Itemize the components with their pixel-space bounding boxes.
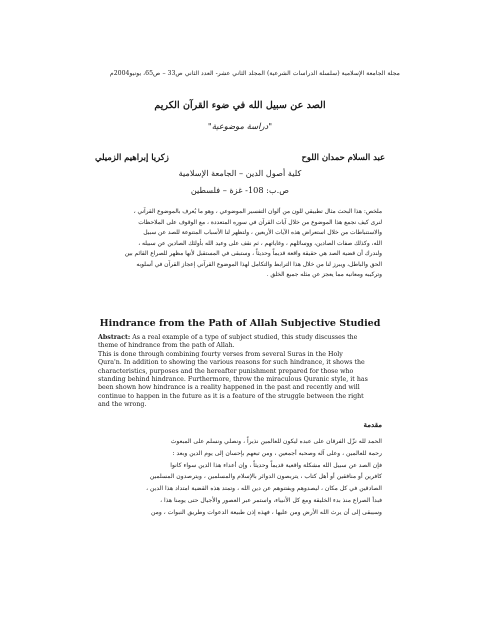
abstract-line: Qura'n. In addition to showing the various reasons for such hindrance, it shows the <box>98 359 365 367</box>
postal-address: ص.ب: 108- غزة – فلسطين <box>190 185 290 195</box>
author-name: عبد السلام حمدان اللوح <box>301 152 385 162</box>
body-line: فبدأ الصراع منذ بدء الخليقة ومع كل الأنبياء، واستمر عبر العصور والأجيال حتى يومنا هذا ، <box>160 496 382 504</box>
abstract-line: and the wrong. <box>98 401 147 409</box>
abstract-line: ملخص: هذا البحث مثال تطبيقي للون من ألوان التفسير الموضوعي ، وهو ما يُعرف بالموضوع القرآني ، <box>133 209 382 215</box>
body-line: وسيبقى إلى أن يرث الله الأرض ومن عليها ، فهذه إذن طبيعة الدعوات وطريق النبوات ، ومن <box>151 508 382 516</box>
abstract-line: characteristics, purposes and the hereafter punishment prepared for those who <box>98 367 354 375</box>
affiliation: كلية أصول الدين – الجامعة الإسلامية <box>178 168 302 178</box>
abstract-text: As a real example of a type of subject studied, this study discusses the <box>130 334 358 341</box>
abstract-line: الحق والباطل، ويبرز لنا من خلال هذا الترابط والتكامل لهذا الموضوع القرآني إعجاز القرآن في أسلوبه <box>136 261 382 268</box>
body-line: كافرين أو منافقين أو أهل كتاب ، يتربصون الدوائر بالإسلام والمسلمين ، ويترصدون المسلمين <box>149 473 382 481</box>
body-line: فإن الصد عن سبيل الله مشكلة واقعية قديماً وحديثاً ، وإن أعداء هذا الدين سواء كانوا <box>170 461 382 469</box>
abstract-line: الله، وكذلك صفات الصادين، ووسائلهم ، وغاياتهم ، ثم نقف على وعيد الله بأولئك الصادين عن سبيله ، <box>138 240 382 247</box>
abstract-line: وتركيبه ومعانيه مما يعجز عن مثله جميع الخلق . <box>266 272 382 278</box>
abstract-label: Abstract: <box>98 334 131 341</box>
abstract-english <box>98 334 382 410</box>
author-name: زكريا إبراهيم الزميلي <box>95 152 169 162</box>
abstract-line: This is done through combining fourty verses from several Suras in the Holy <box>98 350 343 358</box>
authors <box>95 152 385 162</box>
abstract-line: standing behind hindrance. Furthermore, throw the miraculous Quranic style, it has <box>98 376 368 384</box>
section-heading: مقدمة <box>363 420 382 429</box>
body-line: رحمة للعالمين ، وعلى آله وصحبه أجمعين ، ومن تبعهم بإحسان إلى يوم الدين وبعد : <box>172 449 382 457</box>
abstract-line: theme of hindrance from the path of Allah. <box>98 342 235 350</box>
abstract-line: ولندرك أن قضية الصد هي حقيقة واقعة قديماً وحديثاً ، وستبقى في المستقبل لأنها مظهر للصراع القائم بين <box>124 251 382 257</box>
abstract-line: لنرى كيف نجمع هذا الموضوع من خلال آيات القرآن في سوره المتعددة ، مع الوقوف على الملاحظات <box>138 219 382 226</box>
abstract-line: والاستنباطات من خلال استعراض هذه الآيات الأربعين ، ولتظهر لنا الأسباب المتنوعة للصد عن سبيل <box>143 230 382 236</box>
running-head: مجلة الجامعة الإسلامية (سلسلة الدراسات الشرعية) المجلد الثاني عشر- العدد الثاني ص33 – ص65، يونيو2004م <box>109 70 400 77</box>
abstract-arabic <box>98 207 382 281</box>
abstract-line: been shown how hindrance is a reality happened in the past and recently and will <box>98 384 360 392</box>
paper-title-arabic: الصد عن سبيل الله في ضوء القرآن الكريم <box>154 100 326 111</box>
paper-subtitle-arabic: "دراسة موضوعية" <box>207 121 273 131</box>
abstract-line: continue to happen in the future as it is a feature of the struggle between the right <box>98 392 364 400</box>
introduction-body <box>98 436 382 519</box>
body-line: الحمد لله نزّل الفرقان على عبده ليكون للعالمين نذيراً ، ونصلي ونسلم على المبعوث <box>170 438 382 445</box>
paper-title-english: Hindrance from the Path of Allah Subjective Studied <box>99 318 381 329</box>
body-line: الصادقين في كل مكان ، ليصدوهم ويفتنوهم عن دين الله ، وتمتد هذه القضية امتداد هذا الدين ، <box>146 485 382 493</box>
abstract-line <box>98 334 382 342</box>
